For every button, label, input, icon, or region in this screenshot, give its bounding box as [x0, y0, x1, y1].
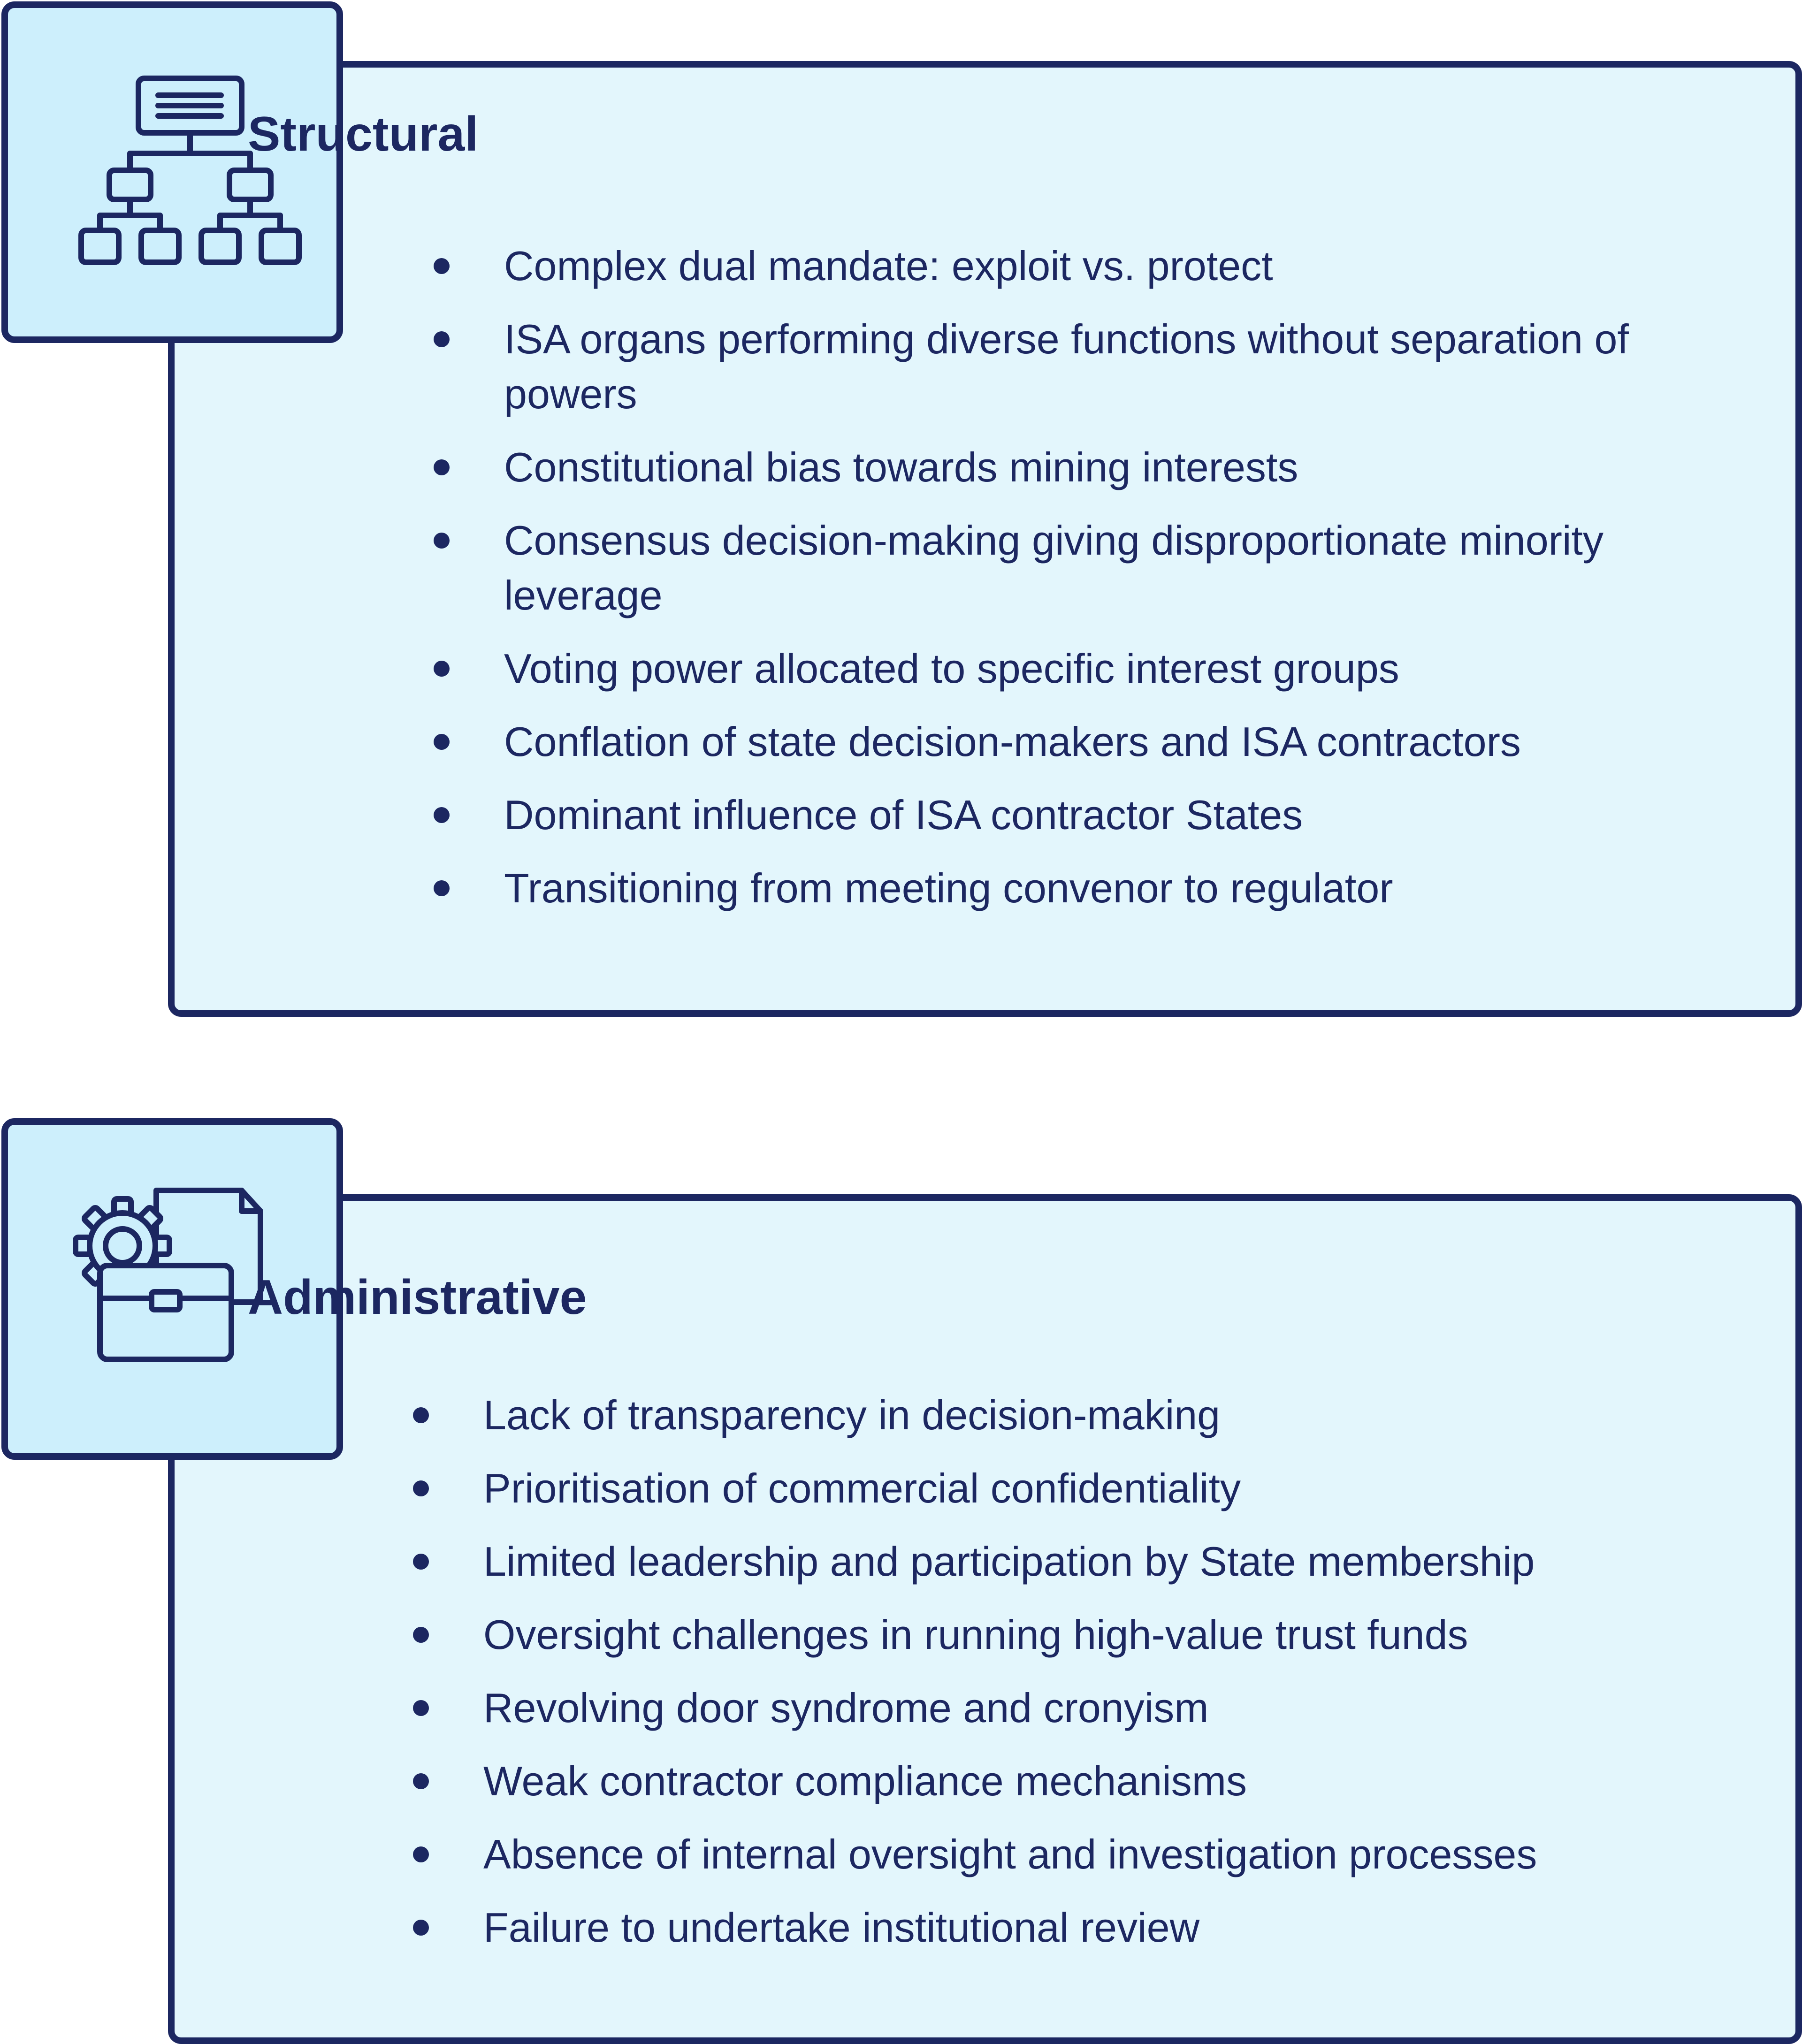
list-item [434, 513, 1719, 623]
bullet-icon [413, 1627, 429, 1643]
list-item-text: Dominant influence of ISA contractor States [504, 792, 1303, 838]
list-item-text: Absence of internal oversight and investigation processes [483, 1831, 1537, 1877]
bullet-icon [413, 1700, 429, 1716]
structural-title: Structural [248, 107, 479, 161]
bullet-icon [434, 880, 450, 896]
bullet-icon [434, 661, 450, 677]
bullet-icon [434, 258, 450, 274]
bullet-icon [413, 1554, 429, 1570]
list-item [413, 1754, 1727, 1808]
bullet-icon [434, 331, 450, 347]
list-item [434, 238, 1719, 293]
list-item-text: Constitutional bias towards mining interests [504, 444, 1298, 490]
bullet-icon [434, 807, 450, 823]
list-item-text: Conflation of state decision-makers and ISA contractors [504, 718, 1521, 765]
list-item [434, 440, 1719, 495]
structural-icon-box [1, 1, 343, 343]
bullet-icon [434, 533, 450, 549]
list-item [434, 641, 1719, 696]
bullet-icon [434, 734, 450, 750]
list-item-text: Transitioning from meeting convenor to regulator [504, 865, 1393, 911]
list-item-text: Lack of transparency in decision-making [483, 1392, 1221, 1438]
list-item-text: Complex dual mandate: exploit vs. protect [504, 243, 1273, 289]
list-item [413, 1461, 1727, 1516]
list-item-text: Oversight challenges in running high-value trust funds [483, 1611, 1468, 1658]
list-item [434, 714, 1719, 769]
bullet-icon [413, 1920, 429, 1936]
administrative-list [413, 1388, 1727, 1955]
list-item-text: Weak contractor compliance mechanisms [483, 1758, 1247, 1804]
list-item-text: Failure to undertake institutional review [483, 1904, 1200, 1951]
list-item [413, 1827, 1727, 1882]
list-item-text: Prioritisation of commercial confidentiality [483, 1465, 1241, 1511]
list-item [434, 787, 1719, 842]
bullet-icon [413, 1846, 429, 1862]
bullet-icon [413, 1480, 429, 1496]
list-item [413, 1900, 1727, 1955]
list-item [413, 1388, 1727, 1442]
list-item-text: Limited leadership and participation by State membership [483, 1538, 1535, 1585]
bullet-icon [413, 1407, 429, 1423]
list-item [434, 861, 1719, 915]
list-item [434, 312, 1719, 421]
bullet-icon [413, 1773, 429, 1789]
administrative-title: Administrative [248, 1270, 587, 1325]
structural-list [434, 238, 1719, 915]
list-item [413, 1680, 1727, 1735]
list-item-text: Revolving door syndrome and cronyism [483, 1685, 1209, 1731]
list-item-text: Voting power allocated to specific interest groups [504, 645, 1399, 692]
list-item [413, 1534, 1727, 1589]
org-chart-icon [41, 74, 304, 271]
list-item-text: Consensus decision-making giving disproportionate minority leverage [504, 517, 1603, 618]
list-item [413, 1607, 1727, 1662]
list-item-text: ISA organs performing diverse functions without separation of powers [504, 316, 1629, 417]
bullet-icon [434, 459, 450, 475]
